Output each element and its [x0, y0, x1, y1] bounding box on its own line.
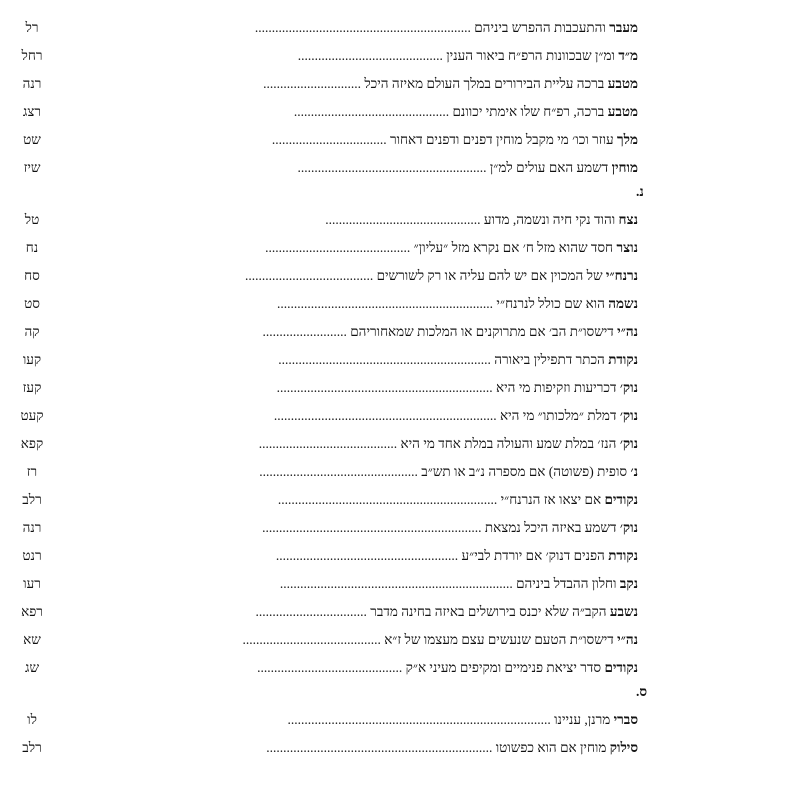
entry-page-number: רלב [22, 740, 42, 755]
entry-keyword: נצח [618, 212, 638, 227]
entry-page-number: רחל [21, 48, 43, 63]
entry-text [255, 18, 638, 38]
entry-leader-dots: ................................................................ [254, 20, 471, 35]
entry-page-number: רעו [23, 576, 41, 591]
entry-description: דשמע באיזה היכל נמצאת [484, 520, 617, 535]
entry-page-number: רנה [22, 520, 42, 535]
entry-text [245, 266, 638, 286]
entry-keyword: נה״י [617, 324, 638, 339]
entry-page-number: סח [24, 268, 40, 283]
entry-keyword: נקב [619, 576, 638, 591]
index-entry [24, 322, 638, 342]
entry-text [280, 574, 638, 594]
entry-leader-dots: ..................................................................... [279, 576, 513, 591]
entry-page-number: קעט [20, 408, 44, 423]
index-entry [24, 210, 638, 230]
entry-keyword: מלך [617, 132, 638, 147]
entry-keyword: נקודת [608, 352, 638, 367]
entry-text [262, 518, 638, 538]
entry-description: הפנים דנוק׳ אם יורדת לבי״ע [461, 548, 605, 563]
entry-leader-dots: ................................................................ [276, 380, 493, 395]
entry-description: סדר יציאת פנימיים ומקיפים מעיני א״ק [405, 660, 602, 675]
entry-description: והוד נקי חיה ונשמה, מדוע [483, 212, 616, 227]
entry-keyword: נוק׳ [619, 380, 638, 395]
entry-description: דישסו״ת הטעם שנעשים עצם מעצמו של ז״א [384, 632, 614, 647]
entry-text [263, 74, 638, 94]
index-entry [22, 490, 638, 510]
entry-page-number: טל [24, 212, 40, 227]
entry-leader-dots: ...................................... [244, 268, 374, 283]
entry-leader-dots: ................................................................. [262, 520, 482, 535]
entry-description: של המכוין אם יש להם עליה או רק לשורשים [376, 268, 603, 283]
entry-keyword: נקודים [604, 660, 638, 675]
entry-page-number: לו [27, 712, 37, 727]
index-entry [22, 350, 638, 370]
entry-description: ומ״ן שבכוונות הרפ״ח ביאור הענין [446, 48, 615, 63]
entry-leader-dots: ......................................... [258, 436, 398, 451]
entry-keyword: נשבע [609, 604, 638, 619]
entry-leader-dots: ........................................................ [297, 160, 487, 175]
entry-leader-dots: ................................. [255, 604, 367, 619]
index-entry [25, 18, 638, 38]
entry-keyword: נקודת [608, 548, 638, 563]
entry-keyword: סילוק [609, 740, 638, 755]
index-entry [22, 74, 638, 94]
entry-text [255, 602, 638, 622]
entry-text [276, 546, 638, 566]
index-entry [25, 238, 638, 258]
entry-keyword: מוחין [611, 160, 638, 175]
entry-leader-dots: .............................................. [293, 104, 450, 119]
entry-page-number: רנה [22, 76, 42, 91]
entry-keyword: נוק׳ [619, 408, 638, 423]
entry-text [277, 378, 638, 398]
index-entry [22, 738, 638, 758]
entry-page-number: קעז [22, 380, 42, 395]
entry-description: דמלת ״מלכותו״ מי היא [500, 408, 617, 423]
entry-keyword: נה״י [617, 632, 638, 647]
entry-page-number: קעו [22, 352, 42, 367]
entry-text [298, 46, 638, 66]
entry-page-number: רצג [22, 104, 42, 119]
index-entry [23, 130, 638, 150]
entry-leader-dots: ...................................................... [275, 548, 459, 563]
index-entry [22, 378, 638, 398]
entry-page-number: רנט [22, 548, 42, 563]
entry-text [242, 630, 638, 650]
entry-leader-dots: ......................... [262, 324, 347, 339]
entry-description: עוזר וכו׳ מי מקבל מוחין דפנים ודפנים דאחור [389, 132, 614, 147]
entry-keyword: נוצר [616, 240, 638, 255]
entry-leader-dots: ................................................................... [266, 740, 493, 755]
index-entry [26, 462, 638, 482]
entry-description: והתעכבות ההפרש ביניהם [474, 20, 606, 35]
entry-description: הכתר דתפילין ביאורה [494, 352, 605, 367]
entry-keyword: נוק׳ [619, 436, 638, 451]
entry-description: אם יצאו אז הנרנח״י [500, 492, 602, 507]
entry-description: דישסו״ת הב׳ אם מתרוקנים או המלכות שמאחוריהם [350, 324, 614, 339]
entry-leader-dots: ............................................................... [278, 352, 491, 367]
entry-description: הוא שם כולל לנרנח״י [496, 296, 605, 311]
entry-leader-dots: .................................................................. [273, 408, 497, 423]
entry-description: ברכה עליית הבירורים במלך העולם מאיזה היכל [364, 76, 605, 91]
entry-text [274, 406, 638, 426]
entry-text [259, 434, 638, 454]
section-letter: ס. [636, 684, 648, 699]
entry-page-number: שיז [23, 160, 41, 175]
entry-leader-dots: ........................................... [257, 660, 403, 675]
section-letter: נ. [636, 184, 644, 199]
entry-page-number: נח [25, 240, 39, 255]
entry-page-number: סט [24, 296, 40, 311]
entry-page-number: שט [23, 132, 41, 147]
entry-text [278, 490, 638, 510]
entry-description: דכריעות וזקיפות מי היא [496, 380, 617, 395]
entry-description: הנז׳ במלת שמע והעולה במלת אחד מי היא [400, 436, 617, 451]
entry-leader-dots: ............................................... [259, 464, 418, 479]
index-entry [20, 406, 638, 426]
entry-text [277, 294, 638, 314]
entry-description: ברכה, רפ״ח שלו אימתי יכוונם [452, 104, 605, 119]
entry-leader-dots: .............................................. [325, 212, 481, 227]
entry-text [294, 102, 638, 122]
index-entry [21, 46, 638, 66]
index-entry [22, 546, 638, 566]
entry-description: דשמע האם עולים למ״ן [489, 160, 609, 175]
index-entry [24, 266, 638, 286]
index-entry [20, 434, 638, 454]
entry-keyword: מטבע [607, 104, 638, 119]
index-entry [22, 518, 638, 538]
entry-description: חסד שהוא מזל ח׳ אם נקרא מזל ״עליון״ [413, 240, 614, 255]
entry-text [297, 158, 638, 178]
entry-keyword: נרנח״י [605, 268, 638, 283]
entry-page-number: שא [23, 632, 41, 647]
index-entry [22, 102, 638, 122]
index-entry [23, 158, 638, 178]
entry-page-number: קפא [20, 436, 44, 451]
entry-text [259, 462, 638, 482]
entry-text [272, 130, 638, 150]
entry-leader-dots: ........................................... [265, 240, 411, 255]
entry-description: מוחין אם הוא כפשוטו [495, 740, 607, 755]
entry-keyword: מעבר [609, 20, 638, 35]
entry-page-number: רז [26, 464, 38, 479]
entry-keyword: מטבע [607, 76, 638, 91]
index-entry [23, 574, 638, 594]
entry-text [257, 658, 638, 678]
index-entry [24, 658, 638, 678]
entry-leader-dots: ................................................................. [277, 492, 498, 507]
index-entry [21, 602, 638, 622]
entry-leader-dots: .............................................................................. [287, 712, 551, 727]
entry-page-number: קה [24, 324, 40, 339]
entry-leader-dots: ........................................... [297, 48, 443, 63]
index-entry [27, 710, 638, 730]
entry-page-number: רל [25, 20, 39, 35]
index-entry [23, 630, 638, 650]
entry-leader-dots: ............................. [263, 76, 361, 91]
entry-text [265, 238, 638, 258]
entry-description: וחלון ההבדל ביניהם [516, 576, 617, 591]
entry-description: הקב״ה שלא יכנס בירושלים באיזה בחינה מדבר [370, 604, 607, 619]
entry-page-number: רפא [21, 604, 43, 619]
entry-text [266, 738, 638, 758]
entry-keyword: נוק׳ [619, 520, 638, 535]
index-entry [24, 294, 638, 314]
entry-leader-dots: ......................................... [242, 632, 381, 647]
entry-leader-dots: ................................................................ [277, 296, 494, 311]
entry-keyword: סברי [613, 712, 638, 727]
entry-keyword: מ״ד [618, 48, 638, 63]
entry-description: מרנן, עניינו [554, 712, 611, 727]
entry-page-number: שג [24, 660, 39, 675]
entry-keyword: נ׳ [630, 464, 638, 479]
entry-text [263, 322, 639, 342]
entry-text [278, 350, 638, 370]
entry-text [287, 710, 638, 730]
entry-leader-dots: .................................. [271, 132, 387, 147]
entry-keyword: נקודים [604, 492, 638, 507]
entry-text [325, 210, 638, 230]
entry-description: סופית (פשוטה) אם מספרה נ״ב או תש״ב [421, 464, 628, 479]
entry-keyword: נשמה [608, 296, 638, 311]
entry-page-number: רלב [22, 492, 42, 507]
